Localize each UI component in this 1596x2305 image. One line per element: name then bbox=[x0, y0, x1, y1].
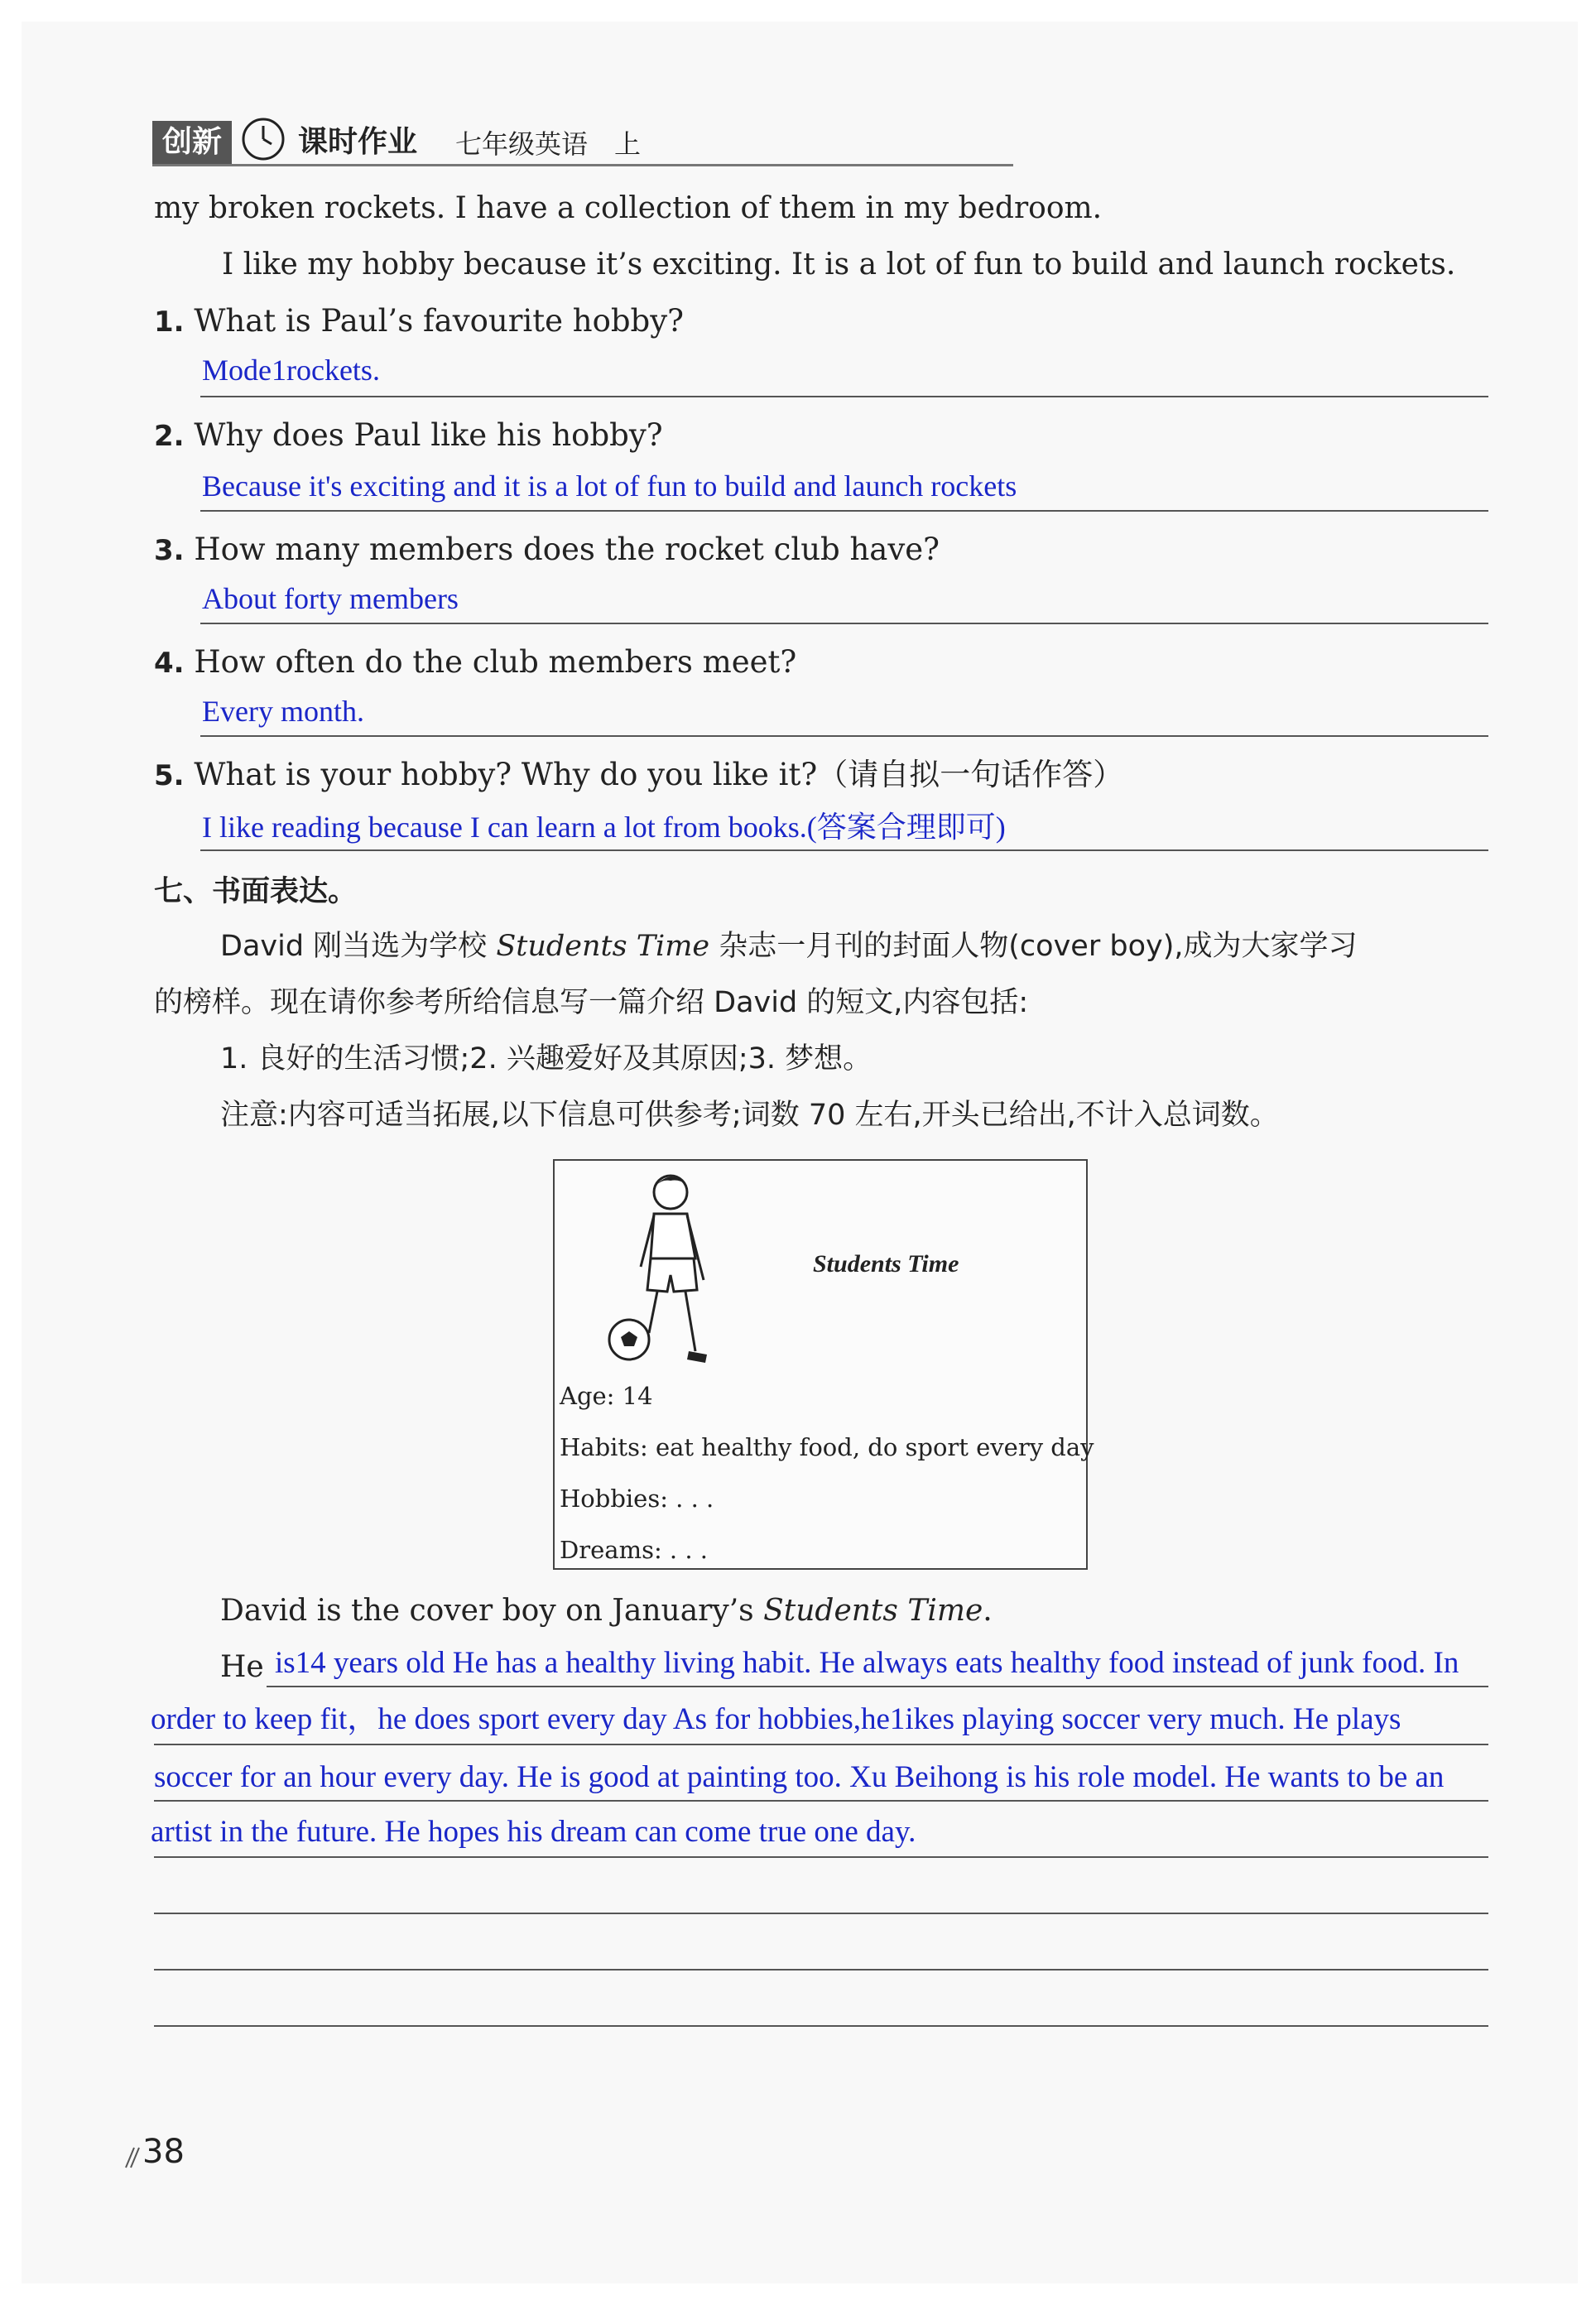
question-text: How often do the club members meet? bbox=[194, 644, 797, 680]
writing-intro: David 刚当选为学校 Students Time 杂志一月刊的封面人物(cover boy),成为大家学习 bbox=[220, 930, 1358, 963]
passage-line: I like my hobby because it’s exciting. It is a lot of fun to build and launch rockets. bbox=[222, 248, 1456, 282]
answer-line bbox=[200, 396, 1488, 397]
passage-line: my broken rockets. I have a collection of them in my bedroom. bbox=[154, 191, 1103, 225]
answer-line bbox=[200, 510, 1488, 512]
magazine-name: Students Time bbox=[763, 1594, 983, 1628]
writing-note: 注意:内容可适当拓展,以下信息可供参考;词数 70 左右,开头已给出,不计入总词数。 bbox=[220, 1099, 1279, 1132]
writing-line bbox=[267, 1686, 1488, 1687]
soccer-boy-illustration bbox=[588, 1167, 712, 1374]
question-4 bbox=[154, 642, 796, 683]
page-number-slashes-icon bbox=[124, 2144, 141, 2169]
question-2 bbox=[154, 416, 663, 456]
card-title: Students Time bbox=[813, 1250, 959, 1278]
writing-points: 1. 良好的生活习惯;2. 兴趣爱好及其原因;3. 梦想。 bbox=[220, 1042, 873, 1076]
answer-4: Every month. bbox=[202, 695, 364, 728]
question-text: Why does Paul like his hobby? bbox=[194, 417, 663, 453]
info-card bbox=[553, 1159, 1094, 1570]
question-3 bbox=[154, 530, 940, 570]
answer-2: Because it's exciting and it is a lot of fun to build and launch rockets bbox=[202, 469, 1017, 503]
question-text: How many members does the rocket club have? bbox=[194, 532, 940, 567]
answer-line bbox=[200, 849, 1488, 851]
essay-line: order to keep fit，he does sport every day As for hobbies,he1ikes playing soccer very much. He plays bbox=[151, 1702, 1401, 1736]
card-hobbies: Hobbies: . . . bbox=[560, 1485, 714, 1513]
question-1 bbox=[154, 301, 684, 342]
writing-line bbox=[154, 1744, 1488, 1745]
answer-5: I like reading because I can learn a lot from books.(答案合理即可) bbox=[202, 811, 1006, 844]
clock-icon bbox=[240, 116, 286, 162]
question-number: 4. bbox=[154, 647, 185, 680]
essay-line: is14 years old He has a healthy living habit. He always eats healthy food instead of junk food. In bbox=[275, 1646, 1459, 1680]
brand-box: 创新 bbox=[152, 121, 232, 164]
answer-1: Mode1rockets. bbox=[202, 354, 380, 387]
writing-line bbox=[154, 1969, 1488, 1971]
question-text: What is your hobby? Why do you like it?（请自拟一句话作答） bbox=[194, 757, 1124, 792]
question-number: 2. bbox=[154, 420, 185, 453]
card-habits: Habits: eat healthy food, do sport every day bbox=[560, 1433, 1094, 1461]
writing-intro-line2: 的榜样。现在请你参考所给信息写一篇介绍 David 的短文,内容包括: bbox=[154, 986, 1029, 1019]
answer-line bbox=[200, 623, 1488, 624]
answer-3: About forty members bbox=[202, 582, 459, 615]
essay-line: artist in the future. He hopes his dream can come true one day. bbox=[151, 1815, 916, 1849]
writing-line bbox=[154, 1913, 1488, 1914]
writing-line bbox=[154, 1800, 1488, 1802]
section-title: 七、书面表达。 bbox=[154, 875, 358, 908]
writing-line bbox=[154, 2025, 1488, 2027]
book-subtitle: 七年级英语 上 bbox=[455, 128, 642, 160]
header-rule bbox=[152, 164, 1013, 166]
question-number: 3. bbox=[154, 534, 185, 567]
question-text: What is Paul’s favourite hobby? bbox=[194, 303, 684, 339]
writing-line bbox=[154, 1856, 1488, 1858]
card-dreams: Dreams: . . . bbox=[560, 1536, 709, 1564]
question-number: 1. bbox=[154, 306, 185, 339]
essay-opening: David is the cover boy on January’s Students Time. bbox=[220, 1594, 993, 1628]
magazine-name: Students Time bbox=[496, 930, 710, 963]
card-age: Age: 14 bbox=[560, 1382, 653, 1410]
series-title: 课时作业 bbox=[298, 125, 418, 159]
essay-line: soccer for an hour every day. He is good at painting too. Xu Beihong is his role model. He wants to be an bbox=[154, 1760, 1445, 1794]
question-5 bbox=[154, 755, 1123, 796]
page-number: 38 bbox=[142, 2133, 185, 2171]
question-number: 5. bbox=[154, 759, 185, 792]
essay-he: He bbox=[220, 1650, 264, 1684]
answer-line bbox=[200, 735, 1488, 737]
